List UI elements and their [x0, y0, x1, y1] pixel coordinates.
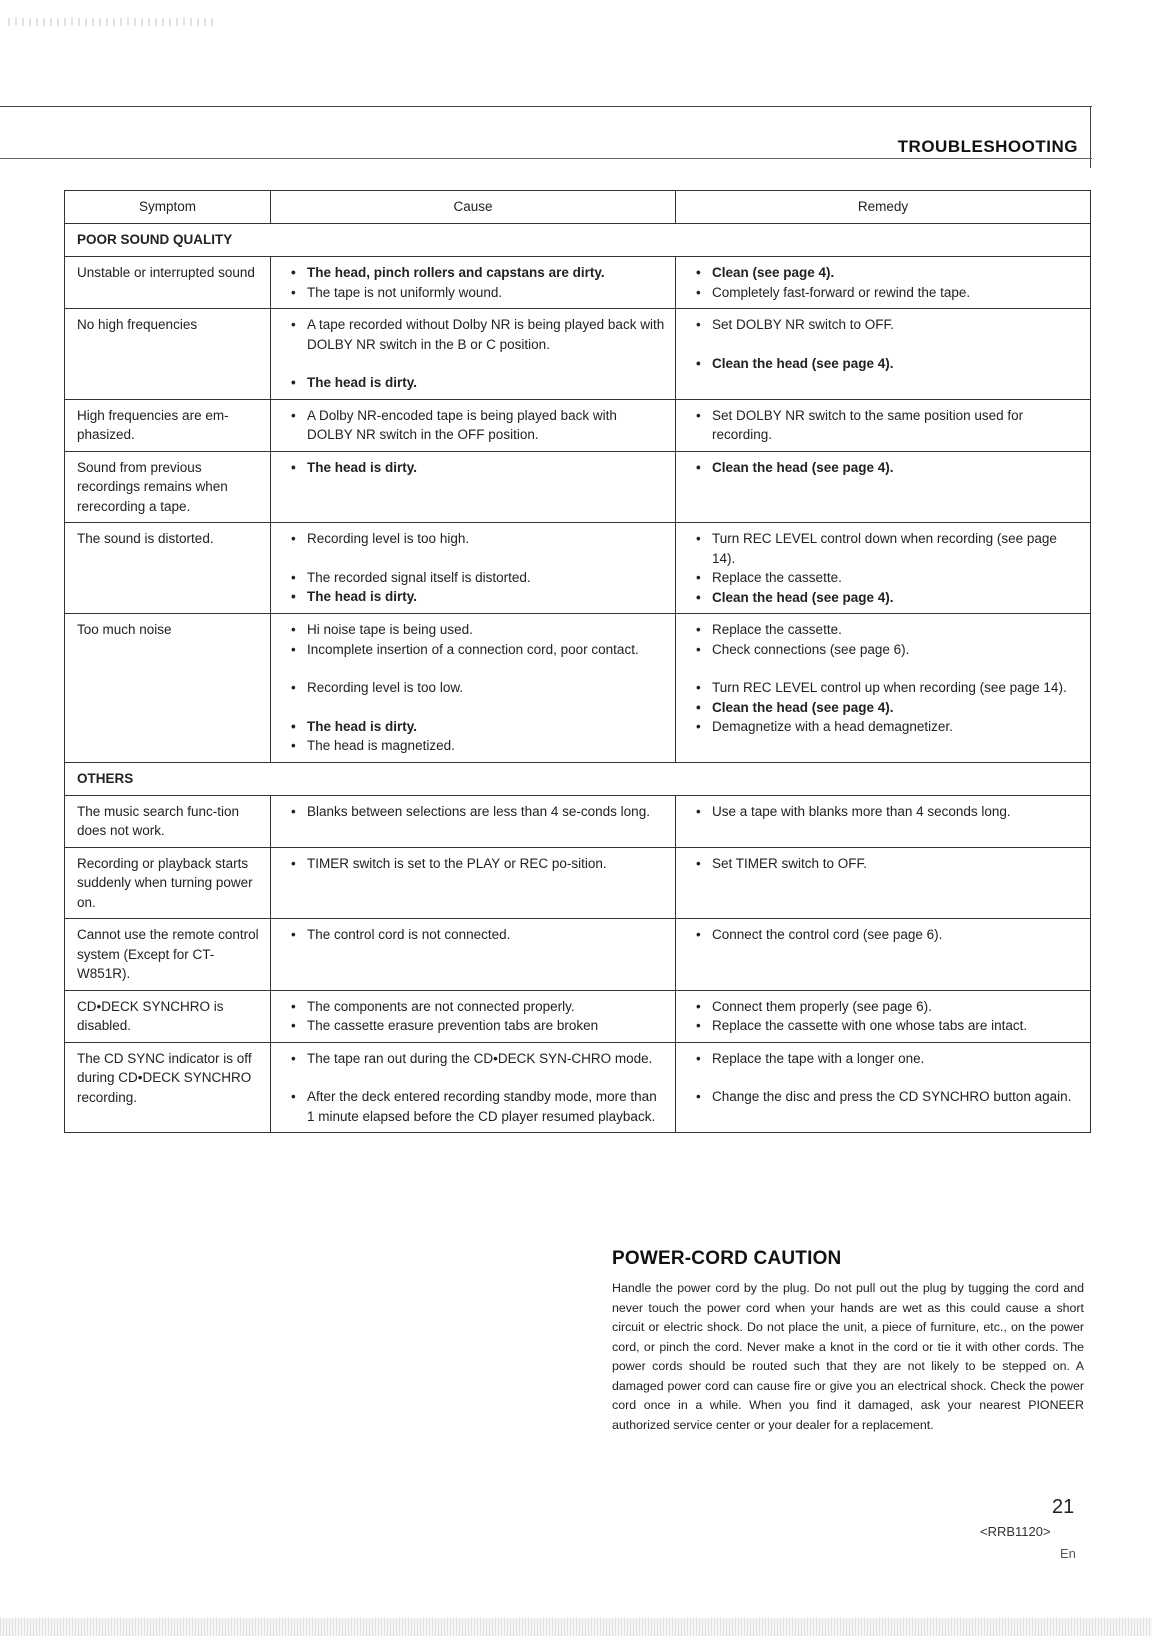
remedy-cell: [676, 309, 1091, 400]
symptom-cell: High frequencies are em-phasized.: [65, 399, 271, 451]
table-row: [65, 614, 1091, 763]
remedy-item: • Completely fast-forward or rewind the tape.: [688, 283, 1080, 303]
remedy-cell: [676, 990, 1091, 1042]
remedy-item: • Clean the head (see page 4).: [688, 588, 1080, 608]
symptom-cell: The CD SYNC indicator is off during CD•DECK SYNCHRO recording.: [65, 1042, 271, 1133]
cause-item: • The components are not connected properly.: [283, 997, 665, 1017]
cause-item: • The head is dirty.: [283, 717, 665, 737]
remedy-cell: [676, 1042, 1091, 1133]
header-rule-bottom: [0, 158, 1092, 159]
remedy-item: • Set TIMER switch to OFF.: [688, 854, 1080, 874]
scan-noise-bottom: [0, 1618, 1152, 1636]
language-code: En: [1060, 1546, 1076, 1561]
remedy-cell: [676, 399, 1091, 451]
cause-cell: [271, 309, 676, 400]
cause-list: [283, 620, 665, 756]
cause-cell: [271, 451, 676, 523]
category-title: POOR SOUND QUALITY: [65, 224, 1091, 257]
cause-list: [283, 854, 665, 874]
cause-cell: [271, 399, 676, 451]
category-title: OTHERS: [65, 762, 1091, 795]
remedy-item: • Clean the head (see page 4).: [688, 458, 1080, 478]
cause-list: [283, 1049, 665, 1127]
remedy-item: • Set DOLBY NR switch to OFF.: [688, 315, 1080, 335]
symptom-cell: No high frequencies: [65, 309, 271, 400]
remedy-item: • Check connections (see page 6).: [688, 640, 1080, 660]
cause-item: • The cassette erasure prevention tabs are broken: [283, 1016, 665, 1036]
remedy-item: • Replace the tape with a longer one.: [688, 1049, 1080, 1069]
remedy-list: [688, 802, 1080, 822]
symptom-cell: Cannot use the remote control system (Except for CT-W851R).: [65, 919, 271, 991]
cause-cell: [271, 257, 676, 309]
cause-list: [283, 802, 665, 822]
cause-item: • The head is magnetized.: [283, 736, 665, 756]
table-row: [65, 399, 1091, 451]
remedy-list: [688, 406, 1080, 445]
remedy-cell: [676, 847, 1091, 919]
table-header-row: [65, 191, 1091, 224]
cause-item: • The control cord is not connected.: [283, 925, 665, 945]
remedy-item: • Connect them properly (see page 6).: [688, 997, 1080, 1017]
table-row: [65, 451, 1091, 523]
cause-item: • Hi noise tape is being used.: [283, 620, 665, 640]
remedy-list: [688, 620, 1080, 737]
remedy-item: • Use a tape with blanks more than 4 seconds long.: [688, 802, 1080, 822]
table-row: [65, 309, 1091, 400]
troubleshooting-table: [64, 190, 1091, 1133]
symptom-cell: The sound is distorted.: [65, 523, 271, 614]
table-row: [65, 847, 1091, 919]
remedy-cell: [676, 523, 1091, 614]
remedy-cell: [676, 919, 1091, 991]
remedy-cell: [676, 614, 1091, 763]
cause-list: [283, 263, 665, 302]
cause-item: • Incomplete insertion of a connection cord, poor contact.: [283, 640, 665, 660]
doc-code: <RRB1120>: [980, 1524, 1051, 1539]
cause-item: • The recorded signal itself is distorted.: [283, 568, 665, 588]
remedy-list: [688, 925, 1080, 945]
table-row: [65, 1042, 1091, 1133]
cause-item: • TIMER switch is set to the PLAY or REC po-sition.: [283, 854, 665, 874]
cause-item: • The head is dirty.: [283, 373, 665, 393]
remedy-item: • Replace the cassette.: [688, 620, 1080, 640]
symptom-cell: The music search func-tion does not work.: [65, 795, 271, 847]
remedy-list: [688, 458, 1080, 478]
caution-title: POWER-CORD CAUTION: [612, 1248, 842, 1269]
table-row: [65, 990, 1091, 1042]
remedy-cell: [676, 257, 1091, 309]
cause-cell: [271, 847, 676, 919]
column-header-symptom: Symptom: [65, 191, 271, 224]
remedy-item: • Set DOLBY NR switch to the same position used for recording.: [688, 406, 1080, 445]
remedy-item: • Clean the head (see page 4).: [688, 354, 1080, 374]
remedy-list: [688, 263, 1080, 302]
symptom-cell: CD•DECK SYNCHRO is disabled.: [65, 990, 271, 1042]
cause-cell: [271, 523, 676, 614]
category-row: [65, 224, 1091, 257]
cause-list: [283, 315, 665, 393]
cause-cell: [271, 795, 676, 847]
power-cord-caution: [612, 1248, 1084, 1435]
remedy-cell: [676, 451, 1091, 523]
section-title: TROUBLESHOOTING: [897, 137, 1078, 156]
symptom-cell: Recording or playback starts suddenly when turning power on.: [65, 847, 271, 919]
table-body: [65, 224, 1091, 1133]
cause-cell: [271, 990, 676, 1042]
table-row: [65, 523, 1091, 614]
header-rule-top: [0, 106, 1092, 107]
remedy-item: • Replace the cassette.: [688, 568, 1080, 588]
symptom-cell: Unstable or interrupted sound: [65, 257, 271, 309]
category-row: [65, 762, 1091, 795]
cause-item: • The head is dirty.: [283, 458, 665, 478]
cause-item: • A tape recorded without Dolby NR is being played back with DOLBY NR switch in the B or C position.: [283, 315, 665, 354]
remedy-item: • Change the disc and press the CD SYNCHRO button again.: [688, 1087, 1080, 1107]
table-row: [65, 257, 1091, 309]
table-row: [65, 795, 1091, 847]
cause-item: • The tape ran out during the CD•DECK SYN-CHRO mode.: [283, 1049, 665, 1069]
remedy-list: [688, 529, 1080, 607]
remedy-item: • Clean the head (see page 4).: [688, 698, 1080, 718]
column-header-cause: Cause: [271, 191, 676, 224]
scan-noise-top: [8, 18, 218, 26]
cause-cell: [271, 1042, 676, 1133]
remedy-item: • Clean (see page 4).: [688, 263, 1080, 283]
symptom-cell: Too much noise: [65, 614, 271, 763]
cause-list: [283, 925, 665, 945]
symptom-cell: Sound from previous recordings remains when rerecording a tape.: [65, 451, 271, 523]
cause-cell: [271, 614, 676, 763]
remedy-cell: [676, 795, 1091, 847]
remedy-list: [688, 854, 1080, 874]
cause-list: [283, 458, 665, 478]
remedy-item: • Demagnetize with a head demagnetizer.: [688, 717, 1080, 737]
cause-cell: [271, 919, 676, 991]
page-number: 21: [1052, 1496, 1075, 1518]
cause-item: • The tape is not uniformly wound.: [283, 283, 665, 303]
cause-list: [283, 997, 665, 1036]
cause-item: • Recording level is too low.: [283, 678, 665, 698]
cause-item: • The head is dirty.: [283, 587, 665, 607]
table-row: [65, 919, 1091, 991]
cause-item: • Blanks between selections are less than 4 se-conds long.: [283, 802, 665, 822]
cause-list: [283, 529, 665, 607]
remedy-list: [688, 997, 1080, 1036]
remedy-item: • Replace the cassette with one whose tabs are intact.: [688, 1016, 1080, 1036]
remedy-item: • Turn REC LEVEL control up when recording (see page 14).: [688, 678, 1080, 698]
caution-body: Handle the power cord by the plug. Do not pull out the plug by tugging the cord and never touch the power cord when your hands are wet as this could cause a short circuit or electric shock. Do not place the unit, a piece of furniture, etc., on the power cord, or pinch the cord. Never make a knot in the cord or tie it with other cords. The power cords should be routed such that they are not likely to be stepped on. A damaged power cord can cause fire or give you an electrical shock. Check the power cord once in a while. When you find it damaged, ask your nearest PIONEER authorized service center or your dealer for a replacement.: [612, 1281, 1084, 1432]
remedy-list: [688, 1049, 1080, 1107]
cause-item: • After the deck entered recording standby mode, more than 1 minute elapsed before the CD player resumed playback.: [283, 1087, 665, 1126]
column-header-remedy: Remedy: [676, 191, 1091, 224]
remedy-item: • Connect the control cord (see page 6).: [688, 925, 1080, 945]
cause-list: [283, 406, 665, 445]
remedy-item: • Turn REC LEVEL control down when recording (see page 14).: [688, 529, 1080, 568]
cause-item: • The head, pinch rollers and capstans are dirty.: [283, 263, 665, 283]
cause-item: • Recording level is too high.: [283, 529, 665, 549]
cause-item: • A Dolby NR-encoded tape is being played back with DOLBY NR switch in the OFF position.: [283, 406, 665, 445]
remedy-list: [688, 315, 1080, 373]
